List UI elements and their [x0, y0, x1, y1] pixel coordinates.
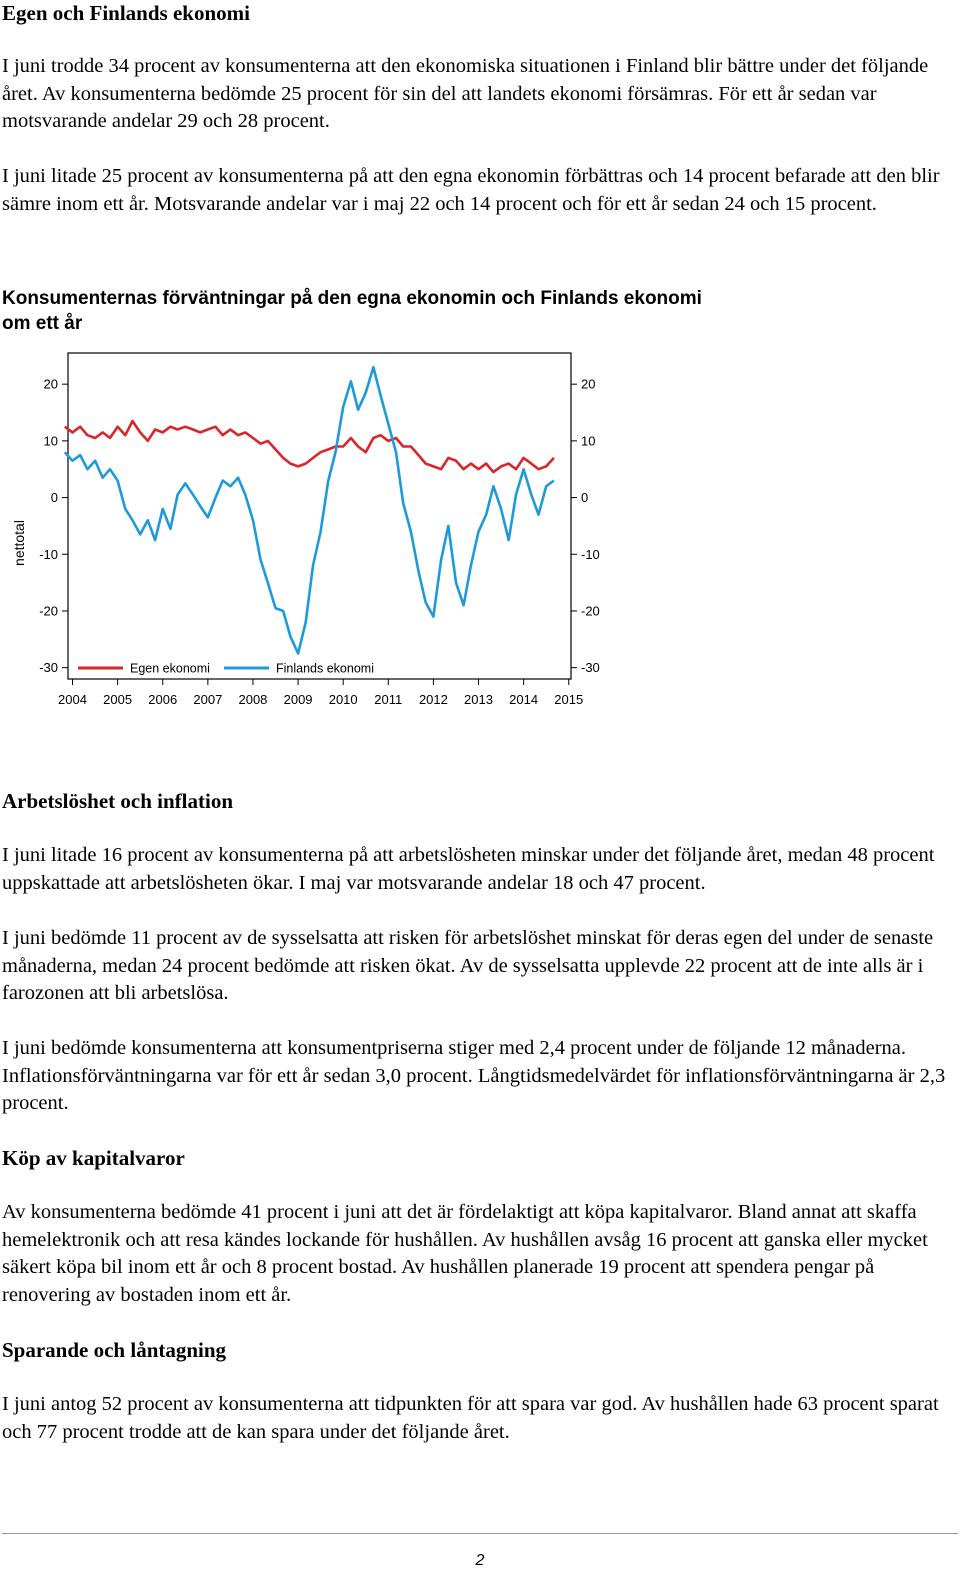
paragraph-economy-1: I juni trodde 34 procent av konsumenterna att den ekonomiska situationen i Finland blir bättre under det följande året. Av konsumenterna bedömde 25 procent för sin del att landets ekonomi försämras. För ett år sedan var motsvarande andelar 29 och 28 procent.	[2, 55, 929, 132]
paragraph-unemployment-2: I juni bedömde 11 procent av de sysselsatta att risken för arbetslöshet minskat för deras egen del under de senaste månaderna, medan 24 procent bedömde att risken ökat. Av de sysselsatta upplevde 22 procent att de inte alls är i farozonen att bli arbetslösa.	[2, 927, 934, 1004]
y-tick-label-right: -30	[581, 660, 600, 676]
legend-label: Egen ekonomi	[130, 661, 210, 676]
y-tick-label-right: 20	[581, 376, 596, 392]
chart-title: Konsumenternas förväntningar på den egna ekonomin och Finlands ekonomi om ett år	[2, 288, 702, 334]
x-tick-label: 2009	[283, 692, 313, 707]
y-tick-label-right: -10	[581, 546, 600, 562]
chart-legend	[78, 662, 374, 676]
x-tick-label: 2012	[418, 692, 448, 707]
y-tick-label-left: 10	[43, 433, 58, 449]
chart-plot-frame	[68, 353, 571, 679]
y-tick-label-left: -30	[39, 660, 58, 676]
x-tick-label: 2008	[238, 692, 268, 707]
y-tick-label-left: -20	[39, 603, 58, 619]
y-tick-label-right: 0	[581, 490, 589, 506]
chart-series	[65, 367, 554, 653]
x-tick-label: 2007	[193, 692, 223, 707]
x-tick-label: 2011	[374, 692, 403, 707]
y-tick-label-right: -20	[581, 603, 600, 619]
y-tick-label-left: -10	[39, 546, 58, 562]
series-line-own-economy	[65, 421, 554, 472]
series-line-finland-economy	[65, 367, 554, 653]
x-tick-label: 2014	[509, 692, 539, 707]
legend-label: Finlands ekonomi	[276, 661, 374, 676]
paragraph-economy-2: I juni litade 25 procent av konsumenterna på att den egna ekonomin förbättras och 14 procent befarade att den blir sämre inom ett år. Motsvarande andelar var i maj 22 och 14 procent och för ett år sedan 24 och 15 procent.	[2, 165, 940, 215]
section-heading-saving: Sparande och låntagning	[2, 1338, 227, 1362]
expectations-line-chart	[0, 346, 620, 726]
chart-ticks	[11, 377, 600, 707]
plot-area-border	[68, 353, 571, 679]
x-tick-label: 2004	[58, 692, 87, 707]
x-tick-label: 2005	[103, 692, 133, 707]
x-tick-label: 2015	[554, 692, 584, 707]
section-heading-economy: Egen och Finlands ekonomi	[2, 1, 250, 25]
section-heading-unemployment: Arbetslöshet och inflation	[2, 789, 233, 813]
page-number: 2	[475, 1552, 485, 1569]
paragraph-unemployment-3: I juni bedömde konsumenterna att konsumentpriserna stiger med 2,4 procent under de följande 12 månaderna. Inflationsförväntningarna var för ett år sedan 3,0 procent. Långtidsmedelvärdet för inflationsförväntningarna är 2,3 procent.	[2, 1037, 946, 1114]
paragraph-saving: I juni antog 52 procent av konsumenterna att tidpunkten för att spara var god. Av hushållen hade 63 procent sparat och 77 procent trodde att de kan spara under det följande året.	[2, 1393, 939, 1443]
x-tick-label: 2006	[148, 692, 178, 707]
x-tick-label: 2013	[464, 692, 493, 707]
section-heading-capital-goods: Köp av kapitalvaror	[2, 1146, 185, 1170]
paragraph-unemployment-1: I juni litade 16 procent av konsumenterna på att arbetslösheten minskar under det följande året, medan 48 procent uppskattade att arbetslösheten ökar. I maj var motsvarande andelar 18 och 47 procent.	[2, 844, 935, 894]
y-axis-label: nettotal	[11, 520, 27, 566]
x-tick-label: 2010	[328, 692, 358, 707]
y-tick-label-right: 10	[581, 433, 596, 449]
y-tick-label-left: 20	[43, 376, 58, 392]
paragraph-capital-goods: Av konsumenterna bedömde 41 procent i juni att det är fördelaktigt att köpa kapitalvaror. Bland annat att skaffa hemelektronik och att resa kändes lockande för hushållen. Av hushållen avsåg 16 procent att ganska eller mycket säkert köpa bil inom ett år och 8 procent bostad. Av hushållen planerade 19 procent att spendera pengar på renovering av bostaden inom ett år.	[2, 1201, 928, 1306]
y-tick-label-left: 0	[50, 490, 58, 506]
footer-divider	[2, 1533, 958, 1534]
